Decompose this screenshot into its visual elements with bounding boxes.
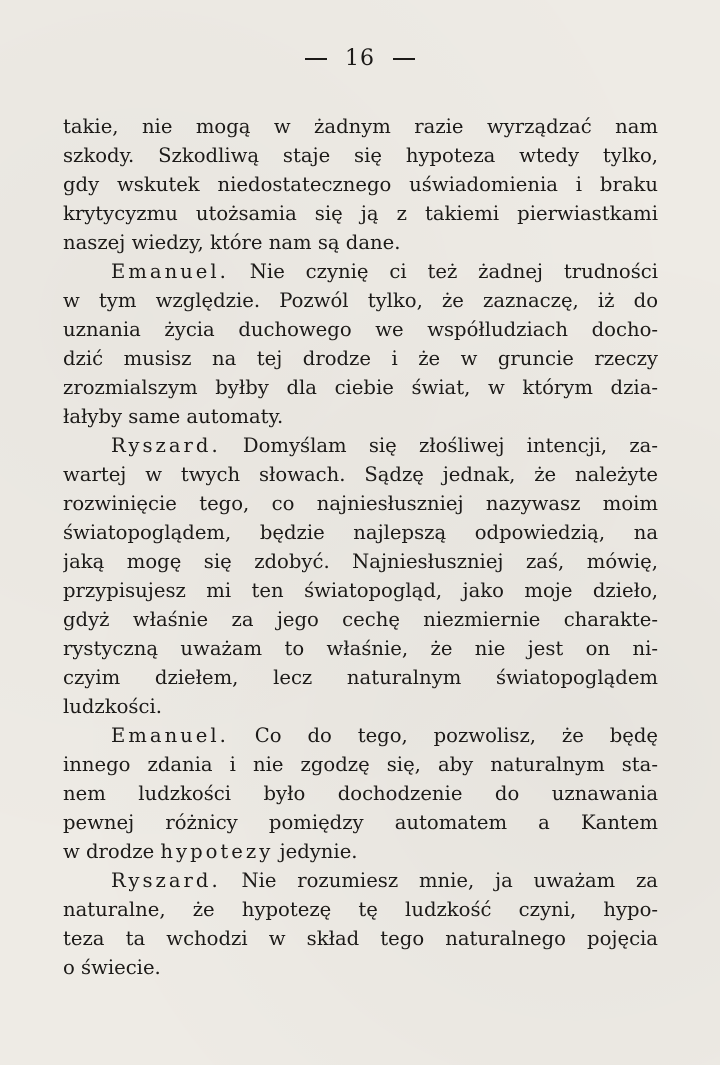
line-text: jedynie. [273,840,358,863]
text-line [63,605,658,634]
page-header [0,46,720,71]
text-line [63,750,658,779]
line-text: innego zdania i nie zgodzę się, aby naturalnym sta- [63,753,658,776]
text-line [63,170,658,199]
line-text: przypisujesz mi ten światopogląd, jako moje dzieło, [63,579,658,602]
line-text: łałyby same automaty. [63,405,284,428]
header-dash-right [393,58,415,60]
text-line [63,315,658,344]
speaker-name: Ryszard. [111,869,221,892]
line-text: naturalne, że hypotezę tę ludzkość czyni, hypo- [63,898,658,921]
line-text: teza ta wchodzi w skład tego naturalnego pojęcia [63,927,658,950]
line-text: gdyż właśnie za jego cechę niezmiernie charakte- [63,608,658,631]
speaker-name: Ryszard. [111,434,221,457]
text-line [63,431,658,460]
line-text: Nie czynię ci też żadnej trudności [228,260,658,283]
page-number: 16 [345,46,375,71]
line-text: rystyczną uważam to właśnie, że nie jest on ni- [63,637,658,660]
line-text: w drodze [63,840,161,863]
text-line [63,634,658,663]
line-text: czyim dziełem, lecz naturalnym światopoglądem [63,666,658,689]
line-text: pewnej różnicy pomiędzy automatem a Kantem [63,811,658,834]
text-line [63,953,658,982]
text-line [63,547,658,576]
text-line [63,199,658,228]
text-line [63,779,658,808]
text-line [63,141,658,170]
line-text: Co do tego, pozwolisz, że będę [228,724,658,747]
text-line [63,489,658,518]
text-line [63,721,658,750]
text-line [63,663,658,692]
text-line [63,518,658,547]
text-line [63,286,658,315]
text-line [63,808,658,837]
line-text: takie, nie mogą w żadnym razie wyrządzać nam [63,115,658,138]
text-line [63,373,658,402]
line-text: Nie rozumiesz mnie, ja uważam za [220,869,658,892]
line-text: zrozmialszym byłby dla ciebie świat, w którym dzia- [63,376,658,399]
line-text: jaką mogę się zdobyć. Najniesłuszniej zaś, mówię, [63,550,658,573]
text-line [63,460,658,489]
line-text: krytycyzmu utożsamia się ją z takiemi pierwiastkami [63,202,658,225]
line-text: szkody. Szkodliwą staje się hypoteza wtedy tylko, [63,144,658,167]
text-line [63,837,658,866]
text-line [63,344,658,373]
line-text: uznania życia duchowego we współludziach docho- [63,318,658,341]
text-line [63,112,658,141]
line-text: gdy wskutek niedostatecznego uświadomienia i braku [63,173,658,196]
text-line [63,576,658,605]
line-text: ludzkości. [63,695,162,718]
line-text: Domyślam się złośliwej intencji, za- [220,434,658,457]
speaker-name: Emanuel. [111,260,229,283]
text-line [63,924,658,953]
line-text: naszej wiedzy, które nam są dane. [63,231,401,254]
text-line [63,895,658,924]
text-line [63,402,658,431]
emphasized-word: hypotezy [160,840,274,863]
line-text: nem ludzkości było dochodzenie do uznawania [63,782,658,805]
text-line [63,257,658,286]
text-line [63,866,658,895]
line-text: o świecie. [63,956,161,979]
text-line [63,692,658,721]
speaker-name: Emanuel. [111,724,229,747]
line-text: rozwinięcie tego, co najniesłuszniej nazywasz moim [63,492,658,515]
line-text: wartej w twych słowach. Sądzę jednak, że należyte [63,463,658,486]
text-line [63,228,658,257]
line-text: dzić musisz na tej drodze i że w gruncie rzeczy [63,347,658,370]
body-text [63,112,658,982]
header-dash-left [305,58,327,60]
line-text: światopoglądem, będzie najlepszą odpowiedzią, na [63,521,658,544]
line-text: w tym względzie. Pozwól tylko, że zaznaczę, iż do [63,289,658,312]
